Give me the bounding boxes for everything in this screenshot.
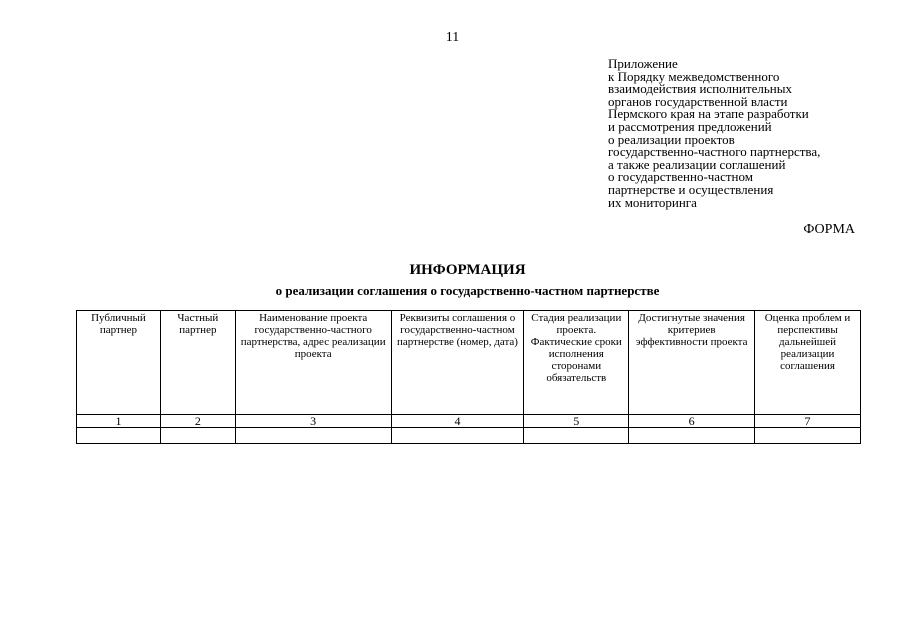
- table-number-row: [77, 415, 861, 428]
- header-cell-public-partner: Публичный партнер: [77, 311, 161, 415]
- appendix-line: партнерстве и осуществления: [608, 181, 774, 197]
- empty-cell: [160, 428, 235, 444]
- appendix-block: [608, 58, 820, 209]
- column-number: 6: [629, 415, 755, 428]
- appendix-line: к Порядку межведомственного: [608, 68, 780, 84]
- appendix-line: органов государственной власти: [608, 93, 788, 109]
- form-label: ФОРМА: [803, 222, 855, 237]
- appendix-line: государственно-частного партнерства,: [608, 144, 821, 160]
- empty-cell: [235, 428, 391, 444]
- appendix-line: их мониторинга: [608, 194, 697, 210]
- empty-cell: [629, 428, 755, 444]
- page-number: 11: [445, 30, 460, 45]
- empty-cell: [524, 428, 629, 444]
- document-title: ИНФОРМАЦИЯ: [409, 262, 526, 278]
- column-number: 3: [235, 415, 391, 428]
- appendix-line: а также реализации соглашений: [608, 156, 786, 172]
- info-table: [76, 310, 861, 444]
- empty-cell: [391, 428, 524, 444]
- column-number: 5: [524, 415, 629, 428]
- appendix-line: о реализации проектов: [608, 131, 735, 147]
- appendix-line: Приложение: [608, 56, 678, 71]
- header-cell-criteria: Достигнутые значения критериев эффективности проекта: [629, 311, 755, 415]
- table-header-row: [77, 311, 861, 415]
- appendix-line: Пермского края на этапе разработки: [608, 106, 809, 122]
- header-cell-agreement-details: Реквизиты соглашения о государственно-частном партнерстве (номер, дата): [391, 311, 524, 415]
- empty-cell: [755, 428, 861, 444]
- column-number: 4: [391, 415, 524, 428]
- appendix-line: о государственно-частном: [608, 169, 753, 185]
- appendix-line: и рассмотрения предложений: [608, 118, 772, 134]
- header-cell-project-name: Наименование проекта государственно-частного партнерства, адрес реализации проекта: [235, 311, 391, 415]
- empty-cell: [77, 428, 161, 444]
- document-subtitle: о реализации соглашения о государственно-частном партнерстве: [275, 283, 660, 298]
- appendix-line: взаимодействия исполнительных: [608, 81, 792, 97]
- column-number: 7: [755, 415, 861, 428]
- column-number: 2: [160, 415, 235, 428]
- table-empty-row: [77, 428, 861, 444]
- header-cell-assessment: Оценка проблем и перспективы дальнейшей реализации соглашения: [755, 311, 861, 415]
- header-cell-stage: Стадия реализации проекта. Фактические сроки исполнения сторонами обязательств: [524, 311, 629, 415]
- header-cell-private-partner: Частный партнер: [160, 311, 235, 415]
- column-number: 1: [77, 415, 161, 428]
